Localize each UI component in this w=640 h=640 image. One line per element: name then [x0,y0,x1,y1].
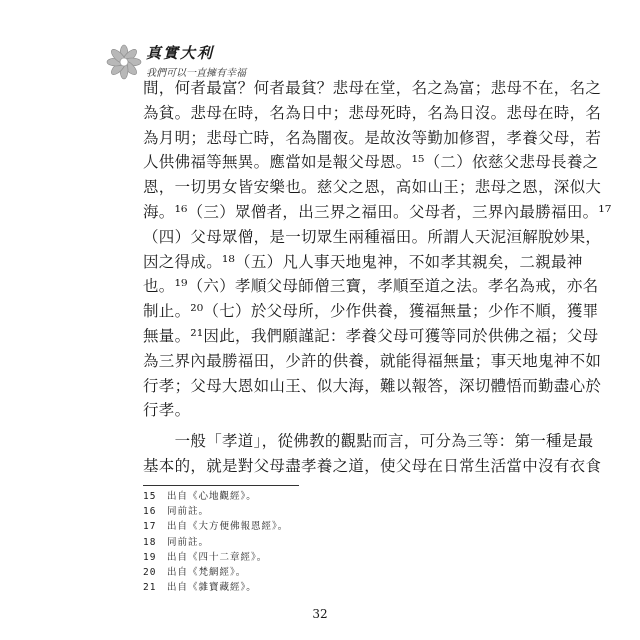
footnotes [143,489,509,595]
footnote-number: 16 [143,506,157,518]
footnote-number: 19 [143,551,157,563]
body-line: 恩，一切男女皆安樂也。慈父之恩，高如山王；悲母之恩，深似大 [143,178,602,197]
footnote-number: 20 [143,566,157,578]
lotus-flower-icon [106,44,142,80]
footnote-item [143,535,509,550]
footnote-item [143,519,509,534]
footnote-item [143,580,509,595]
body-text [143,76,612,479]
footnote-text: 出自《雜寶藏經》。 [167,582,257,594]
footnote-number: 17 [143,521,157,533]
footnote-text: 同前註。 [167,506,210,518]
footnote-text: 出自《四十二章經》。 [167,551,268,563]
footnote-number: 21 [143,582,157,594]
footnote-number: 15 [143,491,157,502]
body-line: 一般「孝道」，從佛教的觀點而言，可分為三等：第一種是最 [143,432,594,451]
body-line: 人供佛福等無異。應當如是報父母恩。¹⁵（二）依慈父悲母長養之 [143,153,599,172]
body-line: 間，何者最富？何者最貧？悲母在堂，名之為富；悲母不在，名之 [143,79,602,97]
book-subtitle: 我們可以一直擁有幸福 [146,68,246,79]
body-line: 因之得成。¹⁸（五）凡人事天地鬼神，不如孝其親矣，二親最神 [143,252,583,271]
footnote-item [143,504,509,519]
page-number: 32 [312,607,328,621]
body-line: 也。¹⁹（六）孝順父母師僧三寶，孝順至道之法。孝名為戒，亦名 [143,277,599,296]
body-line: （四）父母眾僧，是一切眾生兩種福田。所謂人天泥洹解脫妙果， [143,227,602,246]
footnote-number: 18 [143,536,157,548]
book-title: 真實大利 [146,44,215,62]
footnote-item [143,489,509,504]
body-line: 海。¹⁶（三）眾僧者，出三界之福田。父母者，三界內最勝福田。¹⁷ [143,202,612,221]
body-line: 為貧。悲母在時，名為日中；悲母死時，名為日沒。悲母在時，名 [143,103,602,122]
footnote-item [143,565,509,580]
footnote-item [143,550,509,565]
footnote-text: 出自《大方便佛報恩經》。 [167,521,289,533]
body-line: 基本的，就是對父母盡孝養之道，使父母在日常生活當中沒有衣食 [143,456,602,475]
body-line: 行孝；父母大恩如山王、似大海，難以報答，深切體悟而勤盡心於 [143,376,602,395]
footnote-text: 同前註。 [167,536,210,548]
body-line: 為三界內最勝福田，少許的供養，就能得福無量；事天地鬼神不如 [143,351,602,370]
footnote-divider [143,485,299,486]
footnote-text: 出自《心地觀經》。 [167,491,257,502]
body-line: 為月明；悲母亡時，名為闇夜。是故汝等勤加修習，孝養父母，若 [143,128,602,147]
body-line: 行孝。 [143,401,191,420]
footnote-text: 出自《梵網經》。 [167,566,247,578]
body-line: 無量。²¹因此，我們願謹記：孝養父母可獲等同於供佛之福；父母 [143,326,599,345]
body-line: 制止。²⁰（七）於父母所，少作供養，獲福無量；少作不順，獲罪 [143,302,599,321]
